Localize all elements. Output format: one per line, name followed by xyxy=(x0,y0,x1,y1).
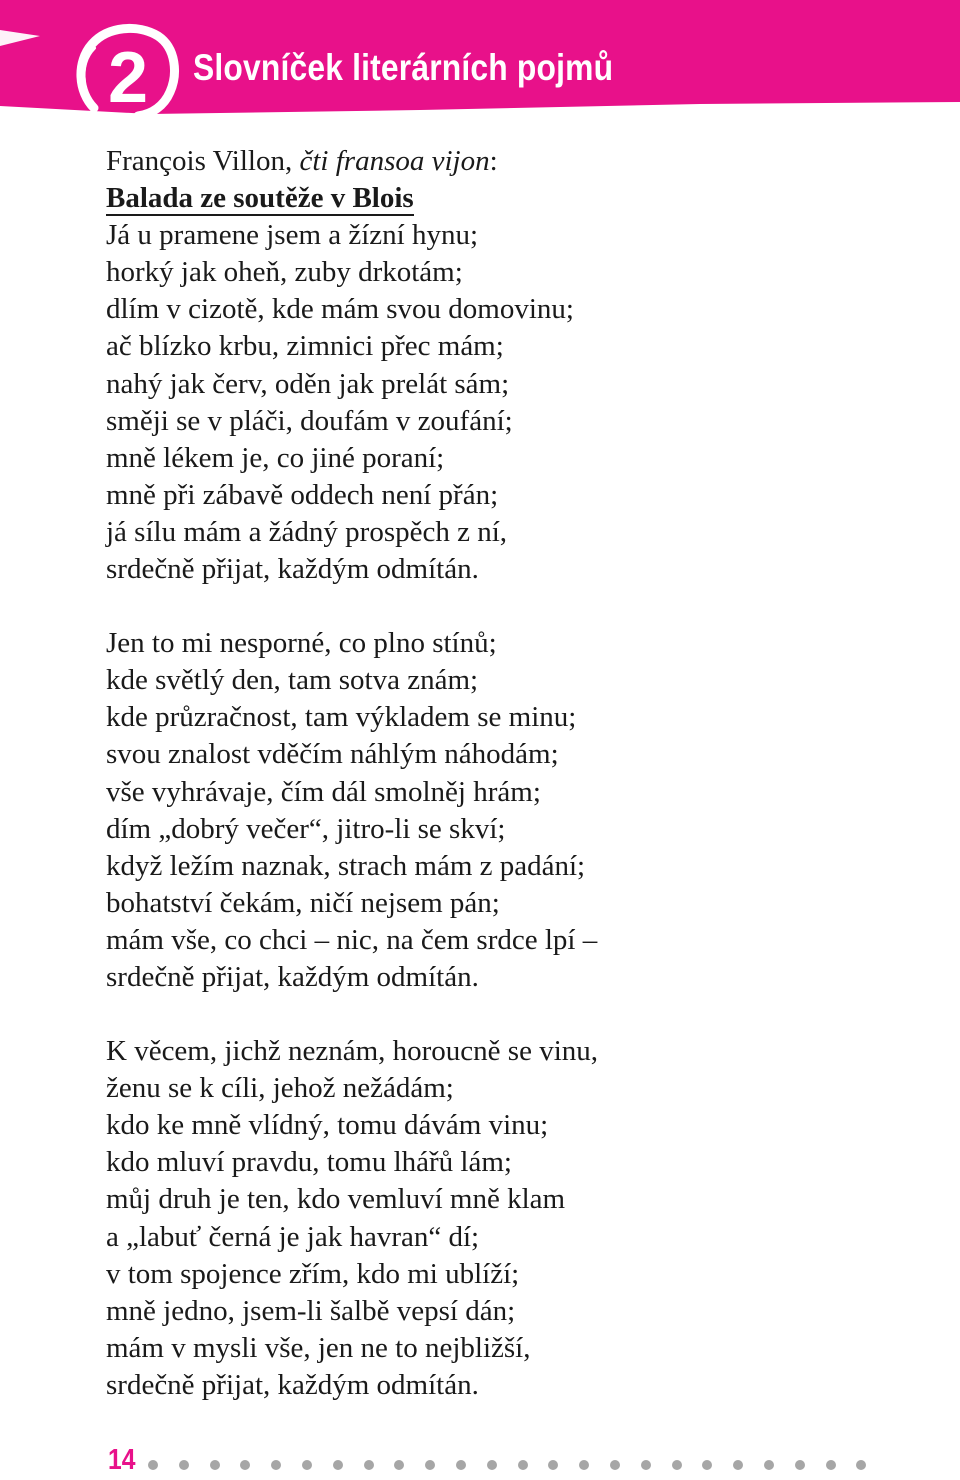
verse-line: horký jak oheň, zuby drkotám; xyxy=(106,256,463,289)
footer-dot xyxy=(764,1460,774,1470)
footer-dot xyxy=(240,1460,250,1470)
footer-dot xyxy=(733,1460,743,1470)
verse-line: mám v mysli vše, jen ne to nejbližší, xyxy=(106,1331,531,1364)
footer-dot xyxy=(148,1460,158,1470)
verse-line: Já u pramene jsem a žízní hynu; xyxy=(106,219,479,252)
verse-line: a „labuť černá je jak havran“ dí; xyxy=(106,1220,480,1253)
pronunciation-hint: čti fransoa vijon xyxy=(299,145,490,177)
chapter-number: 2 xyxy=(107,38,149,118)
verse-line: já sílu mám a žádný prospěch z ní, xyxy=(106,515,508,548)
verse-line: nahý jak červ, oděn jak prelát sám; xyxy=(106,367,510,400)
verse-line: mně lékem je, co jiné poraní; xyxy=(106,441,445,474)
footer-dot xyxy=(210,1460,220,1470)
verse-line: ač blízko krbu, zimnici přec mám; xyxy=(106,330,504,363)
footer-dot xyxy=(487,1460,497,1470)
page-number: 14 xyxy=(108,1444,136,1476)
author-name: François Villon, xyxy=(106,145,293,177)
verse-line: mně při zábavě oddech není přán; xyxy=(106,478,499,511)
refrain-line: srdečně přijat, každým odmítán. xyxy=(106,1368,479,1401)
refrain-line: srdečně přijat, každým odmítán. xyxy=(106,553,479,586)
verse-line: K věcem, jichž neznám, horoucně se vinu, xyxy=(106,1035,599,1068)
page-title: Slovníček literárních pojmů xyxy=(193,47,614,88)
footer-dot xyxy=(302,1460,312,1470)
footer-dot xyxy=(672,1460,682,1470)
verse-line: dlím v cizotě, kde mám svou domovinu; xyxy=(106,293,574,326)
footer-dot xyxy=(271,1460,281,1470)
stanza-2 xyxy=(106,625,926,996)
verse-line: kde světlý den, tam sotva znám; xyxy=(106,664,479,697)
footer-dot xyxy=(364,1460,374,1470)
verse-line: směji se v pláči, doufám v zoufání; xyxy=(106,404,513,437)
stanza-1 xyxy=(106,217,926,588)
poem-title-line xyxy=(106,180,926,217)
footer-dot xyxy=(518,1460,528,1470)
verse-line: bohatství čekám, ničí nejsem pán; xyxy=(106,886,500,919)
footer-dot xyxy=(394,1460,404,1470)
footer-dot xyxy=(333,1460,343,1470)
verse-line: když ležím naznak, strach mám z padání; xyxy=(106,849,586,882)
author-line-colon: : xyxy=(489,145,498,177)
verse-line: v tom spojence zřím, kdo mi ublíží; xyxy=(106,1257,520,1290)
footer-dot xyxy=(610,1460,620,1470)
author-line xyxy=(106,143,926,180)
verse-line: Jen to mi nesporné, co plno stínů; xyxy=(106,627,497,660)
footer-dot xyxy=(795,1460,805,1470)
footer-dot xyxy=(579,1460,589,1470)
footer-dot xyxy=(179,1460,189,1470)
stanza-3 xyxy=(106,1033,926,1404)
verse-line: kde průzračnost, tam výkladem se minu; xyxy=(106,701,577,734)
poem-title: Balada ze soutěže v Blois xyxy=(106,182,414,215)
verse-line: kdo mluví pravdu, tomu lhářů lám; xyxy=(106,1146,512,1179)
verse-line: svou znalost vděčím náhlým náhodám; xyxy=(106,738,559,771)
chapter-number-badge xyxy=(72,22,180,118)
footer-dot xyxy=(702,1460,712,1470)
footer-dot xyxy=(425,1460,435,1470)
verse-line: ženu se k cíli, jehož nežádám; xyxy=(106,1072,454,1105)
verse-line: mám vše, co chci – nic, na čem srdce lpí – xyxy=(106,923,598,956)
page-footer xyxy=(108,1444,908,1480)
verse-line: vše vyhrávaje, čím dál smolněj hrám; xyxy=(106,775,541,808)
footer-dot xyxy=(548,1460,558,1470)
refrain-line: srdečně přijat, každým odmítán. xyxy=(106,960,479,993)
verse-line: mně jedno, jsem-li šalbě vepsí dán; xyxy=(106,1294,516,1327)
verse-line: dím „dobrý večer“, jitro-li se skví; xyxy=(106,812,506,845)
verse-line: kdo ke mně vlídný, tomu dávám vinu; xyxy=(106,1109,549,1142)
footer-dot xyxy=(826,1460,836,1470)
footer-dot xyxy=(856,1460,866,1470)
footer-dot xyxy=(456,1460,466,1470)
footer-dot xyxy=(641,1460,651,1470)
poem-content xyxy=(106,143,926,1404)
verse-line: můj druh je ten, kdo vemluví mně klam xyxy=(106,1183,566,1216)
